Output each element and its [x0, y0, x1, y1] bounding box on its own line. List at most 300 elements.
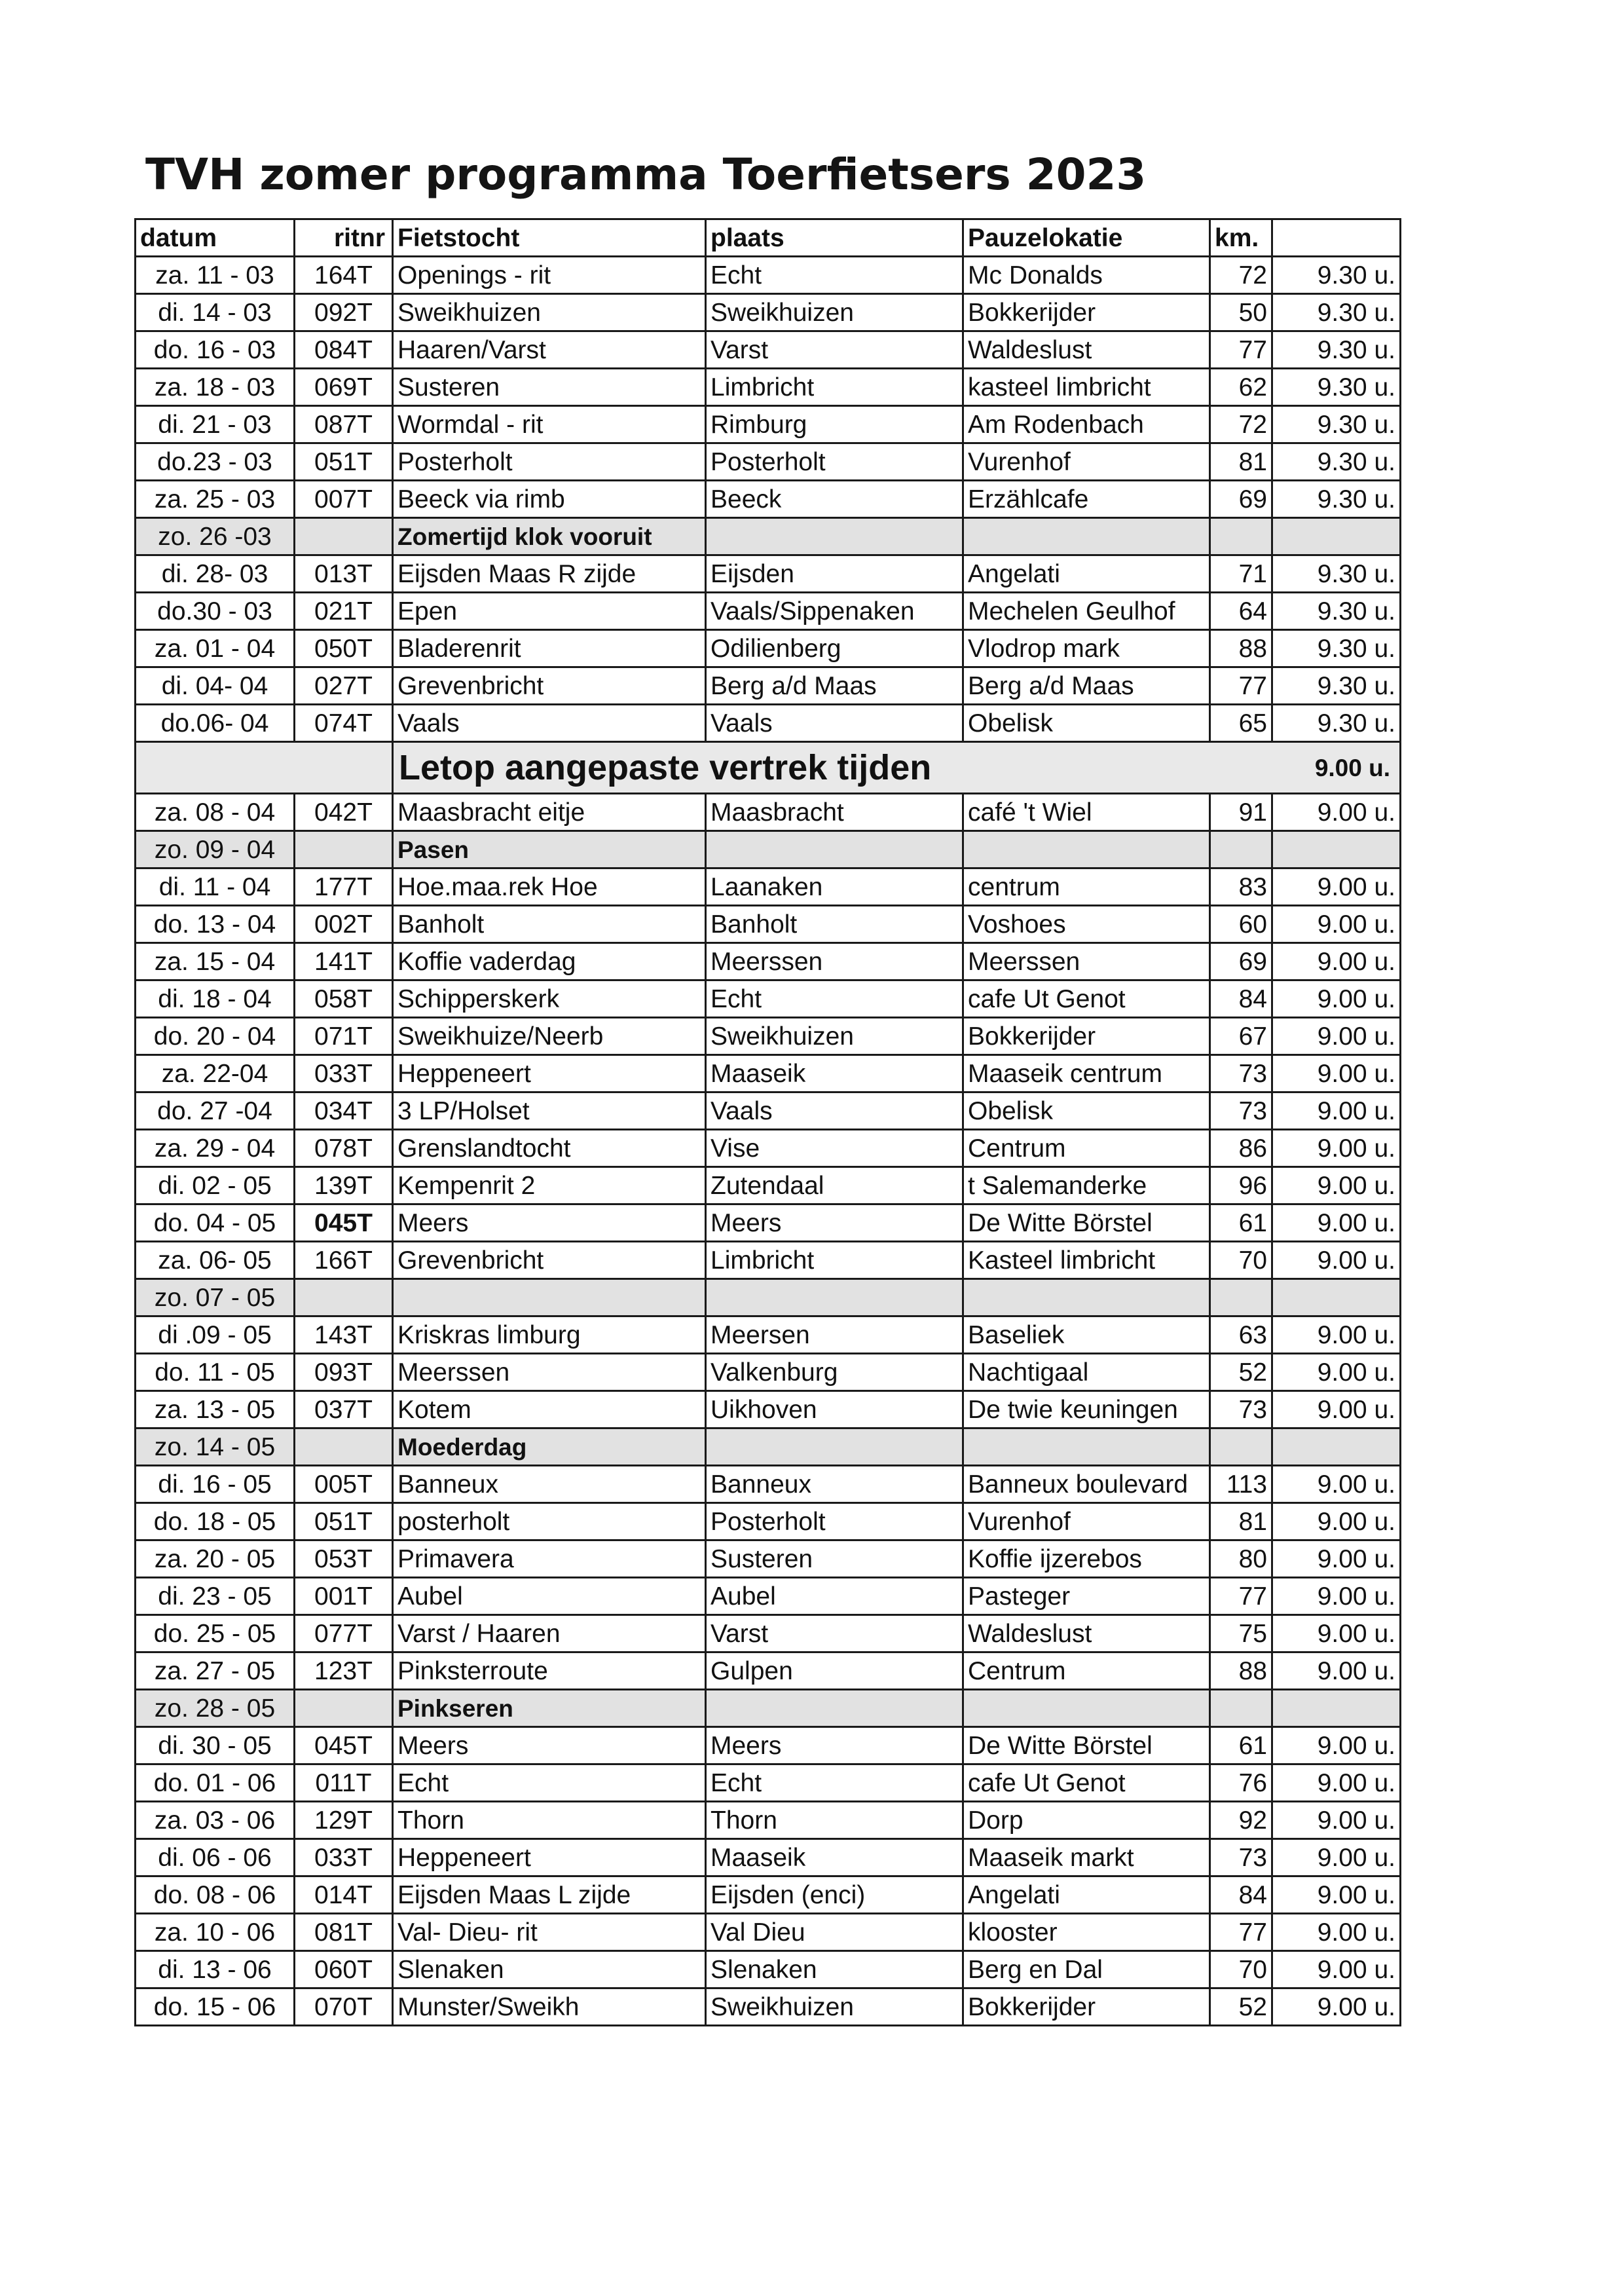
table-row — [136, 331, 1401, 369]
km-cell: 77 — [1210, 1914, 1272, 1951]
fietstocht-cell: Aubel — [393, 1578, 706, 1615]
plaats-cell: Thorn — [706, 1802, 963, 1839]
plaats-cell: Varst — [706, 331, 963, 369]
vertrektijd-cell: 9.00 u. — [1272, 868, 1401, 906]
datum-cell: do. 18 - 05 — [136, 1503, 295, 1540]
datum-cell: do. 01 - 06 — [136, 1764, 295, 1802]
table-row — [136, 1503, 1401, 1540]
vertrektijd-cell — [1272, 1428, 1401, 1466]
ritnr-cell: 033T — [295, 1055, 393, 1092]
km-cell: 50 — [1210, 294, 1272, 331]
table-row — [136, 1167, 1401, 1204]
km-cell: 113 — [1210, 1466, 1272, 1503]
pauzelokatie-cell: Erzählcafe — [963, 481, 1210, 518]
datum-cell: di. 23 - 05 — [136, 1578, 295, 1615]
document-title: TVH zomer programma Toerfietsers 2023 — [145, 149, 1147, 200]
pauzelokatie-cell: Waldeslust — [963, 1615, 1210, 1652]
vertrektijd-cell: 9.00 u. — [1272, 1391, 1401, 1428]
plaats-cell: Eijsden (enci) — [706, 1876, 963, 1914]
km-cell: 84 — [1210, 1876, 1272, 1914]
vertrektijd-cell: 9.30 u. — [1272, 481, 1401, 518]
table-row — [136, 1018, 1401, 1055]
notice-blank-cell — [295, 742, 393, 794]
fietstocht-cell: Slenaken — [393, 1951, 706, 1988]
pauzelokatie-cell: Vlodrop mark — [963, 630, 1210, 667]
ritnr-cell: 058T — [295, 980, 393, 1018]
pauzelokatie-cell: Maaseik centrum — [963, 1055, 1210, 1092]
vertrektijd-cell: 9.00 u. — [1272, 1130, 1401, 1167]
km-cell: 84 — [1210, 980, 1272, 1018]
ritnr-cell: 037T — [295, 1391, 393, 1428]
special-day-row — [136, 1279, 1401, 1316]
vertrektijd-cell: 9.30 u. — [1272, 369, 1401, 406]
ritnr-cell: 011T — [295, 1764, 393, 1802]
notice-text: Letop aangepaste vertrek tijden — [393, 742, 1272, 794]
plaats-cell: Vaals/Sippenaken — [706, 593, 963, 630]
table-row — [136, 1354, 1401, 1391]
fietstocht-cell: Eijsden Maas R zijde — [393, 555, 706, 593]
datum-cell: za. 11 - 03 — [136, 257, 295, 294]
plaats-cell: Val Dieu — [706, 1914, 963, 1951]
datum-cell: za. 18 - 03 — [136, 369, 295, 406]
vertrektijd-cell — [1272, 1279, 1401, 1316]
plaats-cell: Aubel — [706, 1578, 963, 1615]
vertrektijd-cell: 9.30 u. — [1272, 406, 1401, 443]
pauzelokatie-cell: Vurenhof — [963, 443, 1210, 481]
ritnr-cell: 087T — [295, 406, 393, 443]
fietstocht-cell: Primavera — [393, 1540, 706, 1578]
plaats-cell: Maasbracht — [706, 794, 963, 831]
fietstocht-cell: Epen — [393, 593, 706, 630]
fietstocht-cell: Maasbracht eitje — [393, 794, 706, 831]
table-row — [136, 1988, 1401, 2026]
vertrektijd-cell: 9.00 u. — [1272, 1540, 1401, 1578]
pauzelokatie-cell: Angelati — [963, 555, 1210, 593]
plaats-cell — [706, 831, 963, 868]
km-cell: 72 — [1210, 406, 1272, 443]
fietstocht-cell: Sweikhuizen — [393, 294, 706, 331]
km-cell: 77 — [1210, 667, 1272, 705]
datum-cell: di. 06 - 06 — [136, 1839, 295, 1876]
plaats-cell: Vise — [706, 1130, 963, 1167]
table-row — [136, 257, 1401, 294]
km-cell: 73 — [1210, 1092, 1272, 1130]
datum-cell: di. 04- 04 — [136, 667, 295, 705]
km-cell — [1210, 1690, 1272, 1727]
table-row — [136, 1951, 1401, 1988]
pauzelokatie-cell: café 't Wiel — [963, 794, 1210, 831]
pauzelokatie-cell: De twie keuningen — [963, 1391, 1210, 1428]
special-day-label — [393, 1279, 706, 1316]
datum-cell: do.30 - 03 — [136, 593, 295, 630]
ritnr-cell: 078T — [295, 1130, 393, 1167]
datum-cell: di. 14 - 03 — [136, 294, 295, 331]
pauzelokatie-cell: Maaseik markt — [963, 1839, 1210, 1876]
pauzelokatie-cell: Banneux boulevard — [963, 1466, 1210, 1503]
plaats-cell: Eijsden — [706, 555, 963, 593]
table-row — [136, 1615, 1401, 1652]
pauzelokatie-cell: centrum — [963, 868, 1210, 906]
plaats-cell — [706, 1690, 963, 1727]
ritnr-cell: 034T — [295, 1092, 393, 1130]
vertrektijd-cell: 9.00 u. — [1272, 1578, 1401, 1615]
datum-cell: za. 29 - 04 — [136, 1130, 295, 1167]
plaats-cell: Echt — [706, 980, 963, 1018]
schedule-table — [134, 218, 1401, 2026]
ritnr-cell: 033T — [295, 1839, 393, 1876]
fietstocht-cell: Kotem — [393, 1391, 706, 1428]
plaats-cell: Vaals — [706, 1092, 963, 1130]
table-row — [136, 443, 1401, 481]
datum-cell: do.23 - 03 — [136, 443, 295, 481]
km-cell: 86 — [1210, 1130, 1272, 1167]
pauzelokatie-cell: kasteel limbricht — [963, 369, 1210, 406]
plaats-cell — [706, 1428, 963, 1466]
vertrektijd-cell: 9.00 u. — [1272, 980, 1401, 1018]
fietstocht-cell: Meers — [393, 1727, 706, 1764]
plaats-cell: Vaals — [706, 705, 963, 742]
plaats-cell: Valkenburg — [706, 1354, 963, 1391]
ritnr-cell: 045T — [295, 1727, 393, 1764]
vertrektijd-cell: 9.00 u. — [1272, 1018, 1401, 1055]
pauzelokatie-cell — [963, 1690, 1210, 1727]
datum-cell: do. 13 - 04 — [136, 906, 295, 943]
header-pauzelokatie: Pauzelokatie — [963, 219, 1210, 257]
ritnr-cell: 141T — [295, 943, 393, 980]
vertrektijd-cell: 9.00 u. — [1272, 1839, 1401, 1876]
table-row — [136, 406, 1401, 443]
ritnr-cell: 045T — [295, 1204, 393, 1242]
pauzelokatie-cell: t Salemanderke — [963, 1167, 1210, 1204]
plaats-cell: Zutendaal — [706, 1167, 963, 1204]
vertrektijd-cell: 9.00 u. — [1272, 1092, 1401, 1130]
fietstocht-cell: Koffie vaderdag — [393, 943, 706, 980]
fietstocht-cell: Heppeneert — [393, 1055, 706, 1092]
table-row — [136, 1540, 1401, 1578]
datum-cell: za. 22-04 — [136, 1055, 295, 1092]
ritnr-cell: 060T — [295, 1951, 393, 1988]
pauzelokatie-cell: Mechelen Geulhof — [963, 593, 1210, 630]
ritnr-cell — [295, 1279, 393, 1316]
km-cell: 91 — [1210, 794, 1272, 831]
pauzelokatie-cell: Centrum — [963, 1652, 1210, 1690]
km-cell: 63 — [1210, 1316, 1272, 1354]
ritnr-cell: 166T — [295, 1242, 393, 1279]
datum-cell: za. 06- 05 — [136, 1242, 295, 1279]
fietstocht-cell: Haaren/Varst — [393, 331, 706, 369]
vertrektijd-cell: 9.00 u. — [1272, 1988, 1401, 2026]
table-row — [136, 1466, 1401, 1503]
vertrektijd-cell — [1272, 1690, 1401, 1727]
header-row — [136, 219, 1401, 257]
km-cell: 88 — [1210, 1652, 1272, 1690]
table-row — [136, 980, 1401, 1018]
ritnr-cell: 123T — [295, 1652, 393, 1690]
km-cell: 72 — [1210, 257, 1272, 294]
table-row — [136, 294, 1401, 331]
table-row — [136, 1652, 1401, 1690]
fietstocht-cell: Varst / Haaren — [393, 1615, 706, 1652]
table-row — [136, 593, 1401, 630]
pauzelokatie-cell: Koffie ijzerebos — [963, 1540, 1210, 1578]
table-row — [136, 1242, 1401, 1279]
plaats-cell: Maaseik — [706, 1839, 963, 1876]
pauzelokatie-cell: Centrum — [963, 1130, 1210, 1167]
datum-cell: di. 11 - 04 — [136, 868, 295, 906]
fietstocht-cell: Vaals — [393, 705, 706, 742]
pauzelokatie-cell: Am Rodenbach — [963, 406, 1210, 443]
ritnr-cell: 092T — [295, 294, 393, 331]
ritnr-cell: 093T — [295, 1354, 393, 1391]
plaats-cell: Echt — [706, 1764, 963, 1802]
datum-cell: do. 11 - 05 — [136, 1354, 295, 1391]
ritnr-cell: 077T — [295, 1615, 393, 1652]
header-km: km. — [1210, 219, 1272, 257]
datum-cell: zo. 28 - 05 — [136, 1690, 295, 1727]
datum-cell: za. 15 - 04 — [136, 943, 295, 980]
ritnr-cell: 069T — [295, 369, 393, 406]
plaats-cell: Maaseik — [706, 1055, 963, 1092]
table-row — [136, 667, 1401, 705]
km-cell: 81 — [1210, 1503, 1272, 1540]
ritnr-cell — [295, 1428, 393, 1466]
table-row — [136, 868, 1401, 906]
table-row — [136, 705, 1401, 742]
fietstocht-cell: Meerssen — [393, 1354, 706, 1391]
pauzelokatie-cell — [963, 1279, 1210, 1316]
pauzelokatie-cell: Waldeslust — [963, 331, 1210, 369]
km-cell: 81 — [1210, 443, 1272, 481]
fietstocht-cell: Posterholt — [393, 443, 706, 481]
ritnr-cell: 007T — [295, 481, 393, 518]
vertrektijd-cell: 9.00 u. — [1272, 1876, 1401, 1914]
table-row — [136, 630, 1401, 667]
datum-cell: zo. 07 - 05 — [136, 1279, 295, 1316]
datum-cell: di. 28- 03 — [136, 555, 295, 593]
vertrektijd-cell: 9.00 u. — [1272, 1204, 1401, 1242]
km-cell: 73 — [1210, 1839, 1272, 1876]
table-row — [136, 1391, 1401, 1428]
header-plaats: plaats — [706, 219, 963, 257]
ritnr-cell: 014T — [295, 1876, 393, 1914]
table-row — [136, 1578, 1401, 1615]
special-day-row — [136, 1690, 1401, 1727]
fietstocht-cell: 3 LP/Holset — [393, 1092, 706, 1130]
fietstocht-cell: Heppeneert — [393, 1839, 706, 1876]
vertrektijd-cell: 9.00 u. — [1272, 1167, 1401, 1204]
datum-cell: zo. 09 - 04 — [136, 831, 295, 868]
fietstocht-cell: Grenslandtocht — [393, 1130, 706, 1167]
plaats-cell: Susteren — [706, 1540, 963, 1578]
plaats-cell: Echt — [706, 257, 963, 294]
fietstocht-cell: Grevenbricht — [393, 1242, 706, 1279]
datum-cell: za. 25 - 03 — [136, 481, 295, 518]
fietstocht-cell: Bladerenrit — [393, 630, 706, 667]
vertrektijd-cell: 9.00 u. — [1272, 1503, 1401, 1540]
ritnr-cell: 005T — [295, 1466, 393, 1503]
ritnr-cell — [295, 831, 393, 868]
vertrektijd-cell: 9.30 u. — [1272, 593, 1401, 630]
pauzelokatie-cell: Bokkerijder — [963, 1018, 1210, 1055]
plaats-cell: Varst — [706, 1615, 963, 1652]
notice-vertrektijd: 9.00 u. — [1272, 742, 1401, 794]
pauzelokatie-cell: Berg a/d Maas — [963, 667, 1210, 705]
ritnr-cell: 177T — [295, 868, 393, 906]
table-row — [136, 1055, 1401, 1092]
plaats-cell: Odilienberg — [706, 630, 963, 667]
vertrektijd-cell: 9.00 u. — [1272, 1316, 1401, 1354]
special-day-label: Moederdag — [393, 1428, 706, 1466]
ritnr-cell: 139T — [295, 1167, 393, 1204]
vertrektijd-cell: 9.30 u. — [1272, 630, 1401, 667]
km-cell: 73 — [1210, 1055, 1272, 1092]
plaats-cell: Meers — [706, 1727, 963, 1764]
plaats-cell — [706, 518, 963, 555]
datum-cell: za. 03 - 06 — [136, 1802, 295, 1839]
table-row — [136, 1727, 1401, 1764]
table-row — [136, 481, 1401, 518]
km-cell: 71 — [1210, 555, 1272, 593]
pauzelokatie-cell: cafe Ut Genot — [963, 1764, 1210, 1802]
table-row — [136, 1316, 1401, 1354]
vertrektijd-cell: 9.00 u. — [1272, 1615, 1401, 1652]
ritnr-cell: 164T — [295, 257, 393, 294]
km-cell — [1210, 518, 1272, 555]
km-cell: 52 — [1210, 1354, 1272, 1391]
fietstocht-cell: Thorn — [393, 1802, 706, 1839]
pauzelokatie-cell: De Witte Börstel — [963, 1727, 1210, 1764]
ritnr-cell: 051T — [295, 443, 393, 481]
ritnr-cell: 042T — [295, 794, 393, 831]
fietstocht-cell: Echt — [393, 1764, 706, 1802]
pauzelokatie-cell: Berg en Dal — [963, 1951, 1210, 1988]
header-ritnr: ritnr — [295, 219, 393, 257]
datum-cell: do. 15 - 06 — [136, 1988, 295, 2026]
vertrektijd-cell: 9.30 u. — [1272, 294, 1401, 331]
vertrektijd-cell: 9.00 u. — [1272, 906, 1401, 943]
special-day-row — [136, 518, 1401, 555]
vertrektijd-cell: 9.30 u. — [1272, 257, 1401, 294]
ritnr-cell: 074T — [295, 705, 393, 742]
km-cell: 77 — [1210, 331, 1272, 369]
datum-cell: di. 21 - 03 — [136, 406, 295, 443]
table-row — [136, 1802, 1401, 1839]
table-row — [136, 1839, 1401, 1876]
datum-cell: do.06- 04 — [136, 705, 295, 742]
km-cell: 67 — [1210, 1018, 1272, 1055]
ritnr-cell — [295, 1690, 393, 1727]
ritnr-cell: 071T — [295, 1018, 393, 1055]
plaats-cell: Beeck — [706, 481, 963, 518]
ritnr-cell: 051T — [295, 1503, 393, 1540]
plaats-cell: Gulpen — [706, 1652, 963, 1690]
plaats-cell: Laanaken — [706, 868, 963, 906]
ritnr-cell: 081T — [295, 1914, 393, 1951]
fietstocht-cell: Sweikhuize/Neerb — [393, 1018, 706, 1055]
datum-cell: za. 08 - 04 — [136, 794, 295, 831]
ritnr-cell: 002T — [295, 906, 393, 943]
plaats-cell: Meersen — [706, 1316, 963, 1354]
km-cell: 73 — [1210, 1391, 1272, 1428]
fietstocht-cell: Wormdal - rit — [393, 406, 706, 443]
ritnr-cell: 001T — [295, 1578, 393, 1615]
plaats-cell: Rimburg — [706, 406, 963, 443]
table-row — [136, 555, 1401, 593]
vertrektijd-cell: 9.00 u. — [1272, 1354, 1401, 1391]
km-cell: 62 — [1210, 369, 1272, 406]
pauzelokatie-cell: Mc Donalds — [963, 257, 1210, 294]
plaats-cell: Limbricht — [706, 1242, 963, 1279]
vertrektijd-cell: 9.30 u. — [1272, 667, 1401, 705]
pauzelokatie-cell: Meerssen — [963, 943, 1210, 980]
km-cell: 88 — [1210, 630, 1272, 667]
plaats-cell: Sweikhuizen — [706, 1988, 963, 2026]
fietstocht-cell: Susteren — [393, 369, 706, 406]
fietstocht-cell: Banneux — [393, 1466, 706, 1503]
fietstocht-cell: Openings - rit — [393, 257, 706, 294]
fietstocht-cell: Munster/Sweikh — [393, 1988, 706, 2026]
special-day-label: Pinkseren — [393, 1690, 706, 1727]
datum-cell: do. 20 - 04 — [136, 1018, 295, 1055]
vertrektijd-cell: 9.00 u. — [1272, 1802, 1401, 1839]
km-cell: 77 — [1210, 1578, 1272, 1615]
table-row — [136, 1130, 1401, 1167]
datum-cell: di. 13 - 06 — [136, 1951, 295, 1988]
special-day-row — [136, 1428, 1401, 1466]
pauzelokatie-cell: Obelisk — [963, 1092, 1210, 1130]
table-row — [136, 1764, 1401, 1802]
pauzelokatie-cell — [963, 518, 1210, 555]
plaats-cell: Sweikhuizen — [706, 1018, 963, 1055]
plaats-cell: Meers — [706, 1204, 963, 1242]
fietstocht-cell: Val- Dieu- rit — [393, 1914, 706, 1951]
notice-row — [136, 742, 1401, 794]
vertrektijd-cell: 9.00 u. — [1272, 1727, 1401, 1764]
vertrektijd-cell — [1272, 831, 1401, 868]
pauzelokatie-cell — [963, 831, 1210, 868]
datum-cell: di. 30 - 05 — [136, 1727, 295, 1764]
fietstocht-cell: Beeck via rimb — [393, 481, 706, 518]
plaats-cell: Banholt — [706, 906, 963, 943]
table-row — [136, 1092, 1401, 1130]
fietstocht-cell: Kempenrit 2 — [393, 1167, 706, 1204]
datum-cell: do. 04 - 05 — [136, 1204, 295, 1242]
plaats-cell: Meerssen — [706, 943, 963, 980]
datum-cell: do. 27 -04 — [136, 1092, 295, 1130]
km-cell: 65 — [1210, 705, 1272, 742]
pauzelokatie-cell: klooster — [963, 1914, 1210, 1951]
vertrektijd-cell: 9.00 u. — [1272, 1951, 1401, 1988]
vertrektijd-cell: 9.00 u. — [1272, 1764, 1401, 1802]
ritnr-cell: 129T — [295, 1802, 393, 1839]
ritnr-cell: 027T — [295, 667, 393, 705]
datum-cell: di. 16 - 05 — [136, 1466, 295, 1503]
datum-cell: za. 01 - 04 — [136, 630, 295, 667]
datum-cell: zo. 14 - 05 — [136, 1428, 295, 1466]
pauzelokatie-cell: De Witte Börstel — [963, 1204, 1210, 1242]
ritnr-cell: 084T — [295, 331, 393, 369]
km-cell: 70 — [1210, 1242, 1272, 1279]
pauzelokatie-cell: Baseliek — [963, 1316, 1210, 1354]
vertrektijd-cell: 9.00 u. — [1272, 1914, 1401, 1951]
table-row — [136, 1876, 1401, 1914]
fietstocht-cell: Kriskras limburg — [393, 1316, 706, 1354]
ritnr-cell: 070T — [295, 1988, 393, 2026]
table-row — [136, 794, 1401, 831]
vertrektijd-cell: 9.00 u. — [1272, 794, 1401, 831]
km-cell: 70 — [1210, 1951, 1272, 1988]
fietstocht-cell: Schipperskerk — [393, 980, 706, 1018]
